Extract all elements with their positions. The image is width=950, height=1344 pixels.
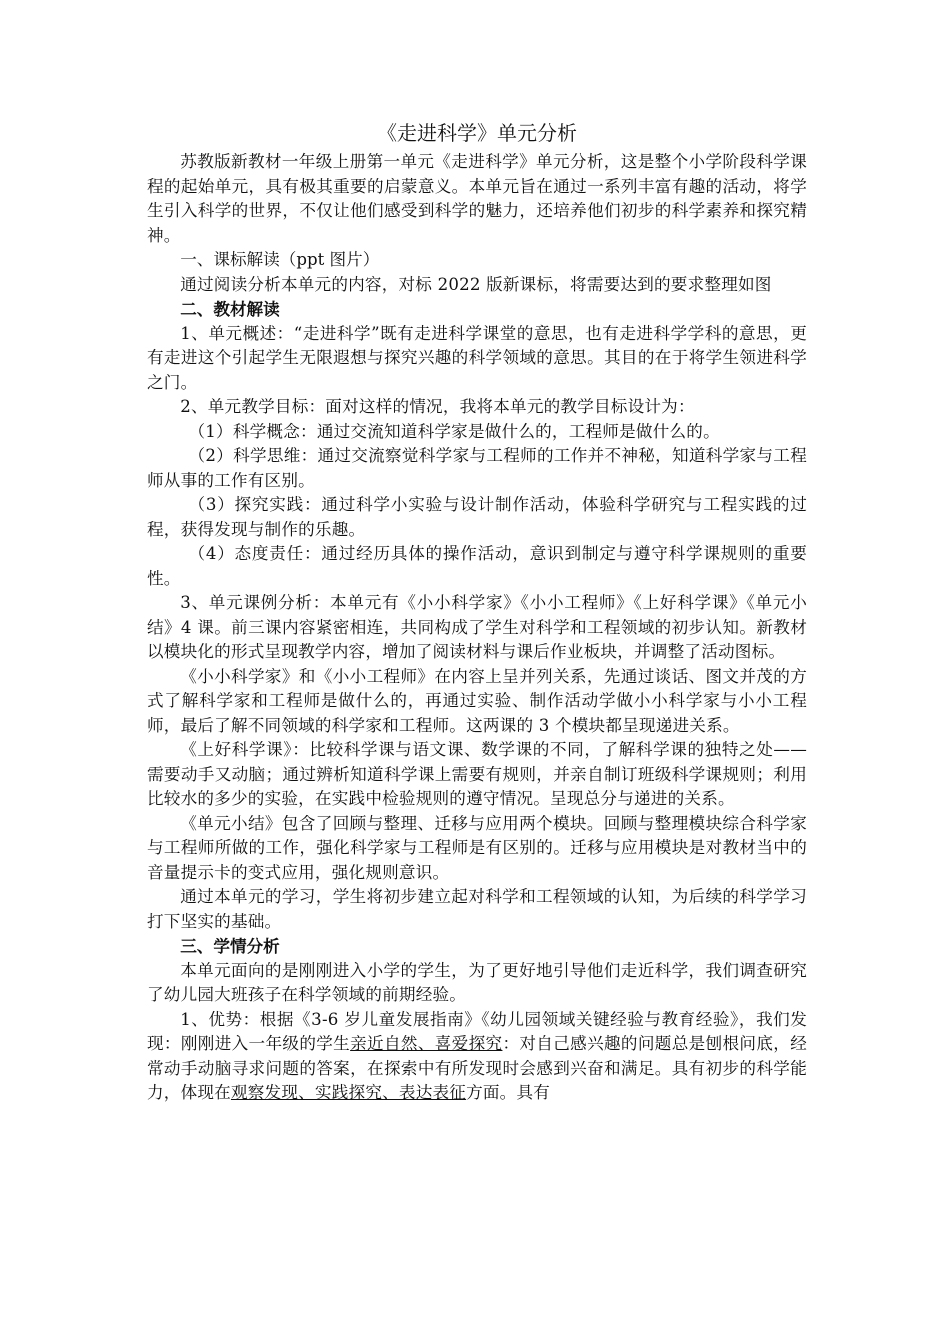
summary-paragraph: 通过本单元的学习，学生将初步建立起对科学和工程领域的认知，为后续的科学学习打下坚实的基础。 (147, 887, 807, 931)
page-title: 《走进科学》单元分析 (377, 121, 577, 145)
goal-item: （3）探究实践：通过科学小实验与设计制作活动，体验科学研究与工程实践的过程，获得发现与制作的乐趣。 (147, 495, 807, 539)
advantages-paragraph (147, 1008, 807, 1106)
section-heading-1: 一、课标解读（ppt 图片） (180, 250, 380, 269)
section-heading-3: 三、学情分析 (180, 936, 280, 956)
goal-item: （4）态度责任：通过经历具体的操作活动，意识到制定与遵守科学课规则的重要性。 (147, 544, 807, 588)
lesson-paragraph: 《小小科学家》和《小小工程师》在内容上呈并列关系，先通过谈话、图文并茂的方式了解科学家和工程师是做什么的，再通过实验、制作活动学做小小科学家与小小工程师，最后了解不同领域的科学家和工程师。这两课的 3 个模块都呈现递进关系。 (147, 666, 807, 735)
intro-paragraph: 苏教版新教材一年级上册第一单元《走进科学》单元分析，这是整个小学阶段科学课程的起始单元，具有极其重要的启蒙意义。本单元旨在通过一系列丰富有趣的活动，将学生引入科学的世界，不仅让他们感受到科学的魅力，还培养他们初步的科学素养和探究精神。 (147, 152, 807, 245)
section1-paragraph: 通过阅读分析本单元的内容，对标 2022 版新课标，将需要达到的要求整理如图 (180, 274, 772, 294)
teaching-goals-paragraph: 2、单元教学目标：面对这样的情况，我将本单元的教学目标设计为： (180, 397, 695, 416)
learner-paragraph: 本单元面向的是刚刚进入小学的学生，为了更好地引导他们走近科学，我们调查研究了幼儿园大班孩子在科学领域的前期经验。 (147, 960, 807, 1004)
underlined-text: 观察发现、实践探究、表达表征 (230, 1083, 467, 1102)
section-heading-2: 二、教材解读 (180, 299, 280, 319)
lesson-analysis-paragraph: 3、单元课例分析：本单元有《小小科学家》《小小工程师》《上好科学课》《单元小结》4 课。前三课内容紧密相连，共同构成了学生对科学和工程领域的初步认知。新教材以模块化的形式呈现教学内容，增加了阅读材料与课后作业板块，并调整了活动图标。 (147, 593, 807, 661)
text-run: 1、优势：根据《3-6 岁儿童发展指南》《幼儿园领域关键经验与教育经验》，我们发现：刚刚进入一年级的学生 (147, 1009, 807, 1053)
lesson-paragraph: 《单元小结》包含了回顾与整理、迁移与应用两个模块。回顾与整理模块综合科学家与工程师所做的工作，强化科学家与工程师是有区别的。迁移与应用模块是对教材当中的音量提示卡的变式应用，强化规则意识。 (147, 813, 807, 882)
goal-item: （2）科学思维：通过交流察觉科学家与工程师的工作并不神秘，知道科学家与工程师从事的工作有区别。 (147, 446, 807, 490)
underlined-text: 亲近自然、喜爱探究 (350, 1034, 503, 1053)
unit-overview-paragraph: 1、单元概述：“走进科学”既有走进科学课堂的意思，也有走进科学学科的意思，更有走进这个引起学生无限遐想与探究兴趣的科学领域的意思。其目的在于将学生领进科学之门。 (147, 323, 807, 392)
document-page (147, 118, 807, 1106)
lesson-paragraph: 《上好科学课》：比较科学课与语文课、数学课的不同，了解科学课的独特之处——需要动手又动脑；通过辨析知道科学课上需要有规则，并亲自制订班级科学课规则；利用比较水的多少的实验，在实践中检验规则的遵守情况。呈现总分与递进的关系。 (147, 740, 807, 808)
goal-item: （1）科学概念：通过交流知道科学家是做什么的，工程师是做什么的。 (188, 421, 720, 441)
text-run: ：对自己感兴趣的问题总是刨根问底，经常动手动脑寻求问题的答案，在探索中有所发现时会感到兴奋和满足。具有初步的科学能力，体现在 (147, 1034, 807, 1102)
text-run: 方面。具有 (466, 1083, 551, 1102)
